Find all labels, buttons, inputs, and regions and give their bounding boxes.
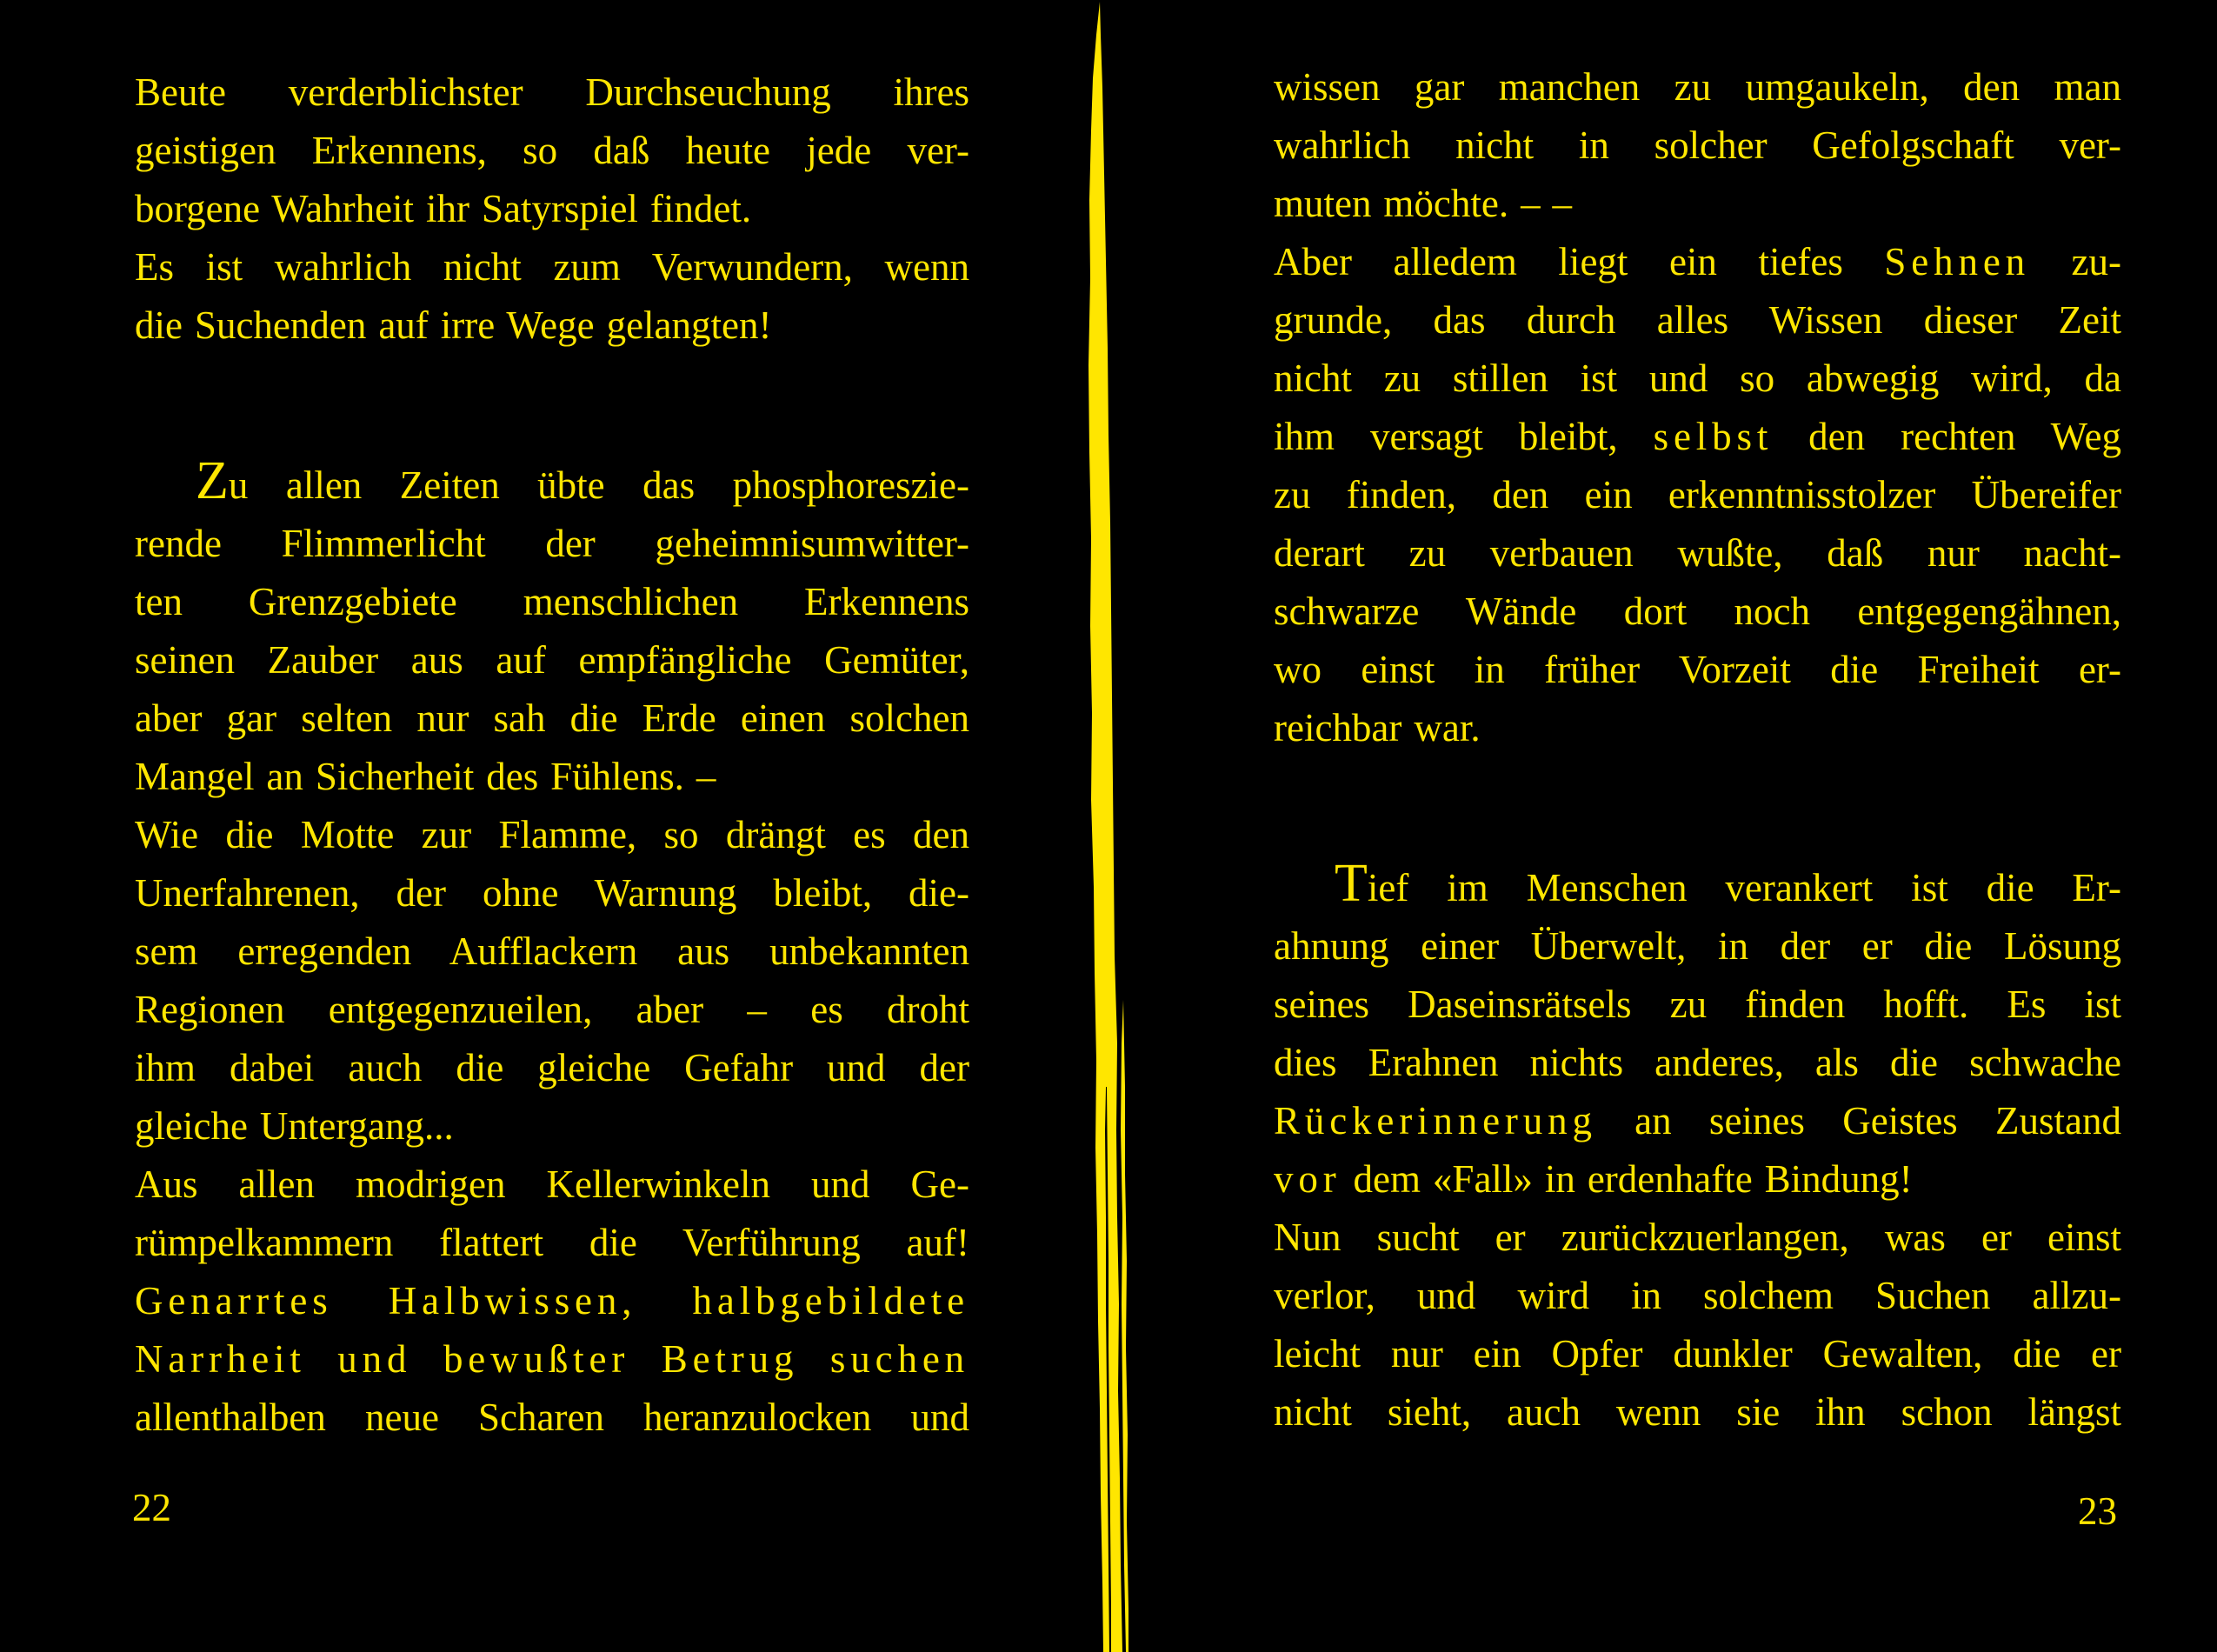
letterspaced-text: vor [1274,1157,1342,1201]
text-line [135,63,969,122]
text-segment: Mangel an Sicherheit des Fühlens. – [135,755,716,798]
text-segment: rümpelkammern flattert die Verführung auf! [135,1221,969,1264]
text-line [135,981,969,1039]
page-right-text-column [1274,58,2121,1442]
text-segment: sem erregenden Aufflackern aus unbekannten [135,929,969,973]
text-segment: borgene Wahrheit ihr Satyrspiel findet. [135,187,752,230]
text-line [1274,641,2121,699]
text-line [1274,1034,2121,1092]
text-segment: nicht zu stillen ist und so abwegig wird, da [1274,356,2121,400]
text-line [1274,699,2121,757]
text-segment: dies Erahnen nichts anderes, als die schwache [1274,1041,2121,1084]
text-line [1274,175,2121,233]
text-segment: Regionen entgegenzueilen, aber – es droht [135,988,969,1031]
text-line [135,1214,969,1272]
text-segment: den rechten Weg [1773,415,2121,458]
text-segment: rende Flimmerlicht der geheimnisumwitter- [135,522,969,565]
text-segment: dem «Fall» in erdenhafte Bindung! [1341,1157,1913,1201]
letterspaced-text: Narrheit und bewußter Betrug suchen [135,1337,969,1381]
text-line [135,1097,969,1156]
text-segment: an seines Geistes Zustand [1596,1099,2121,1142]
text-segment: Aber alledem liegt ein tiefes [1274,240,1885,283]
page-number-right: 23 [2078,1489,2117,1533]
text-segment: Wie die Motte zur Flamme, so drängt es den [135,813,969,856]
text-line [1274,233,2121,291]
text-line [1274,1209,2121,1267]
text-segment: seinen Zauber aus auf empfängliche Gemüter, [135,638,969,682]
text-line [135,923,969,981]
text-segment: Zu allen Zeiten übte das phosphoreszie- [196,451,969,510]
text-segment: ihm versagt bleibt, [1274,415,1654,458]
text-segment: ahnung einer Überwelt, in der er die Lösung [1274,924,2121,968]
text-segment: Aus allen modrigen Kellerwinkeln und Ge- [135,1162,969,1206]
text-line [135,1156,969,1214]
initial-capital: T [1335,854,1368,913]
book-gutter-divider [1082,0,1135,1652]
text-segment: geistigen Erkennens, so daß heute jede ver- [135,129,969,172]
text-segment: ten Grenzgebiete menschlichen Erkennens [135,580,969,623]
text-segment: aber gar selten nur sah die Erde einen solchen [135,696,969,740]
text-segment: reichbar war. [1274,706,1481,749]
text-line [135,1039,969,1097]
text-segment: grunde, das durch alles Wissen dieser Zeit [1274,298,2121,342]
text-line [1274,466,2121,524]
text-segment: muten möchte. – – [1274,182,1573,225]
text-segment: die Suchenden auf irre Wege gelangten! [135,303,772,347]
text-line [1274,58,2121,117]
text-segment: derart zu verbauen wußte, daß nur nacht- [1274,531,2121,575]
letterspaced-text: Genarrtes Halbwissen, halbgebildete [135,1279,969,1322]
text-line [1274,1383,2121,1442]
text-segment: leicht nur ein Opfer dunkler Gewalten, die er [1274,1332,2121,1376]
text-line [135,122,969,180]
text-line [135,180,969,238]
text-line [1274,1267,2121,1325]
letterspaced-text: Sehnen [1884,240,2030,283]
text-line [135,451,969,515]
text-line [1274,408,2121,466]
text-line [1274,583,2121,641]
letterspaced-text: Rückerinnerung [1274,1099,1597,1142]
page-left-text-column [135,63,969,1447]
text-line [1274,976,2121,1034]
text-line [1274,524,2121,583]
text-line [135,573,969,631]
text-line [1274,917,2121,976]
text-line [1274,1325,2121,1383]
letterspaced-text: selbst [1653,415,1774,458]
text-line [135,238,969,296]
text-line [135,864,969,923]
initial-capital: Z [196,451,229,510]
text-line [1274,291,2121,350]
text-line [135,748,969,806]
text-line [135,631,969,689]
text-segment: wissen gar manchen zu umgaukeln, den man [1274,65,2121,109]
text-line [135,1330,969,1389]
text-segment: Unerfahrenen, der ohne Warnung bleibt, die- [135,871,969,915]
text-segment: wo einst in früher Vorzeit die Freiheit er- [1274,648,2121,691]
text-line [1274,350,2121,408]
text-segment: verlor, und wird in solchem Suchen allzu- [1274,1274,2121,1317]
text-line [135,806,969,864]
gutter-streak [1089,2,1122,1652]
text-line [135,689,969,748]
text-segment: zu- [2030,240,2121,283]
text-segment: zu finden, den ein erkenntnisstolzer Übereifer [1274,473,2121,516]
text-line [135,515,969,573]
text-segment: schwarze Wände dort noch entgegengähnen, [1274,590,2121,633]
page-number-left: 22 [132,1486,171,1529]
text-line [135,1389,969,1447]
gutter-streak-secondary [1121,1000,1128,1652]
text-line [1274,1092,2121,1150]
text-segment: Tief im Menschen verankert ist die Er- [1335,854,2121,913]
text-segment: Es ist wahrlich nicht zum Verwundern, wenn [135,245,969,289]
text-segment: Nun sucht er zurückzuerlangen, was er einst [1274,1216,2121,1259]
text-segment: gleiche Untergang... [135,1104,454,1148]
text-segment: allenthalben neue Scharen heranzulocken und [135,1396,969,1439]
text-line [135,1272,969,1330]
text-line [1274,854,2121,917]
text-segment: wahrlich nicht in solcher Gefolgschaft ver- [1274,123,2121,167]
text-segment: ihm dabei auch die gleiche Gefahr und der [135,1046,969,1089]
text-segment: Beute verderblichster Durchseuchung ihres [135,70,969,114]
text-segment: seines Daseinsrätsels zu finden hofft. Es ist [1274,983,2121,1026]
text-line [1274,117,2121,175]
text-line [1274,1150,2121,1209]
text-line [135,296,969,355]
text-segment: nicht sieht, auch wenn sie ihn schon längst [1274,1390,2121,1434]
